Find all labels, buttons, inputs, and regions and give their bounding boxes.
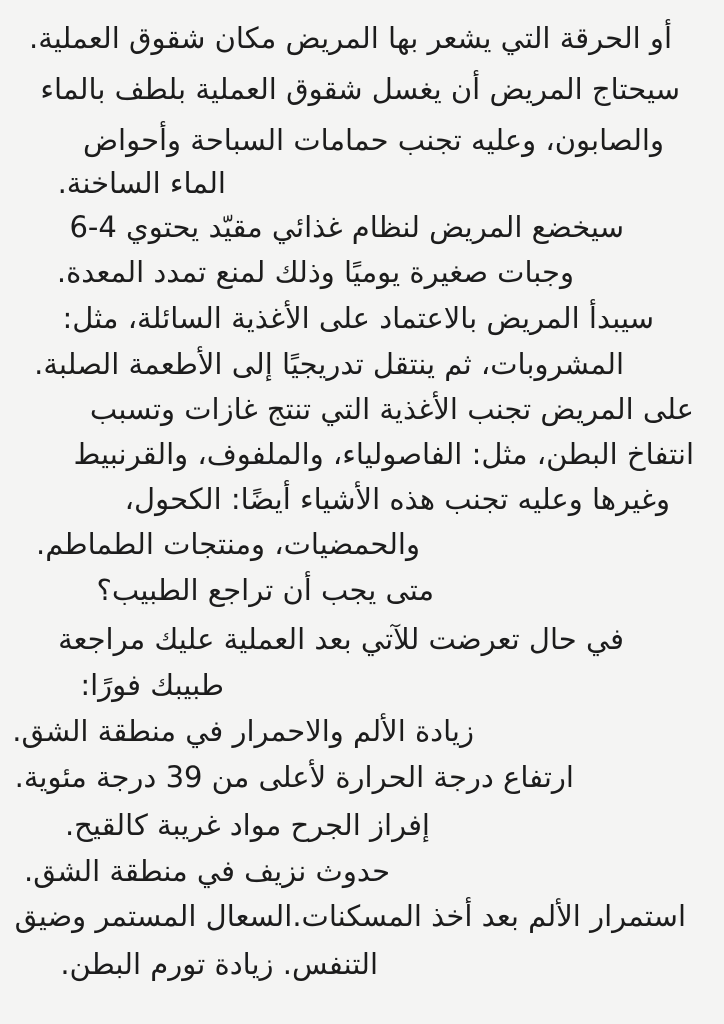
text-line-20: استمرار الألم بعد أخذ المسكنات.السعال المستمر وضيق	[14, 899, 686, 933]
text-line-10: انتفاخ البطن، مثل: الفاصولياء، والملفوف، والقرنبيط	[73, 437, 694, 471]
text-line-9: على المريض تجنب الأغذية التي تنتج غازات وتسبب	[89, 392, 694, 426]
text-line-5: سيخضع المريض لنظام غذائي مقيّد يحتوي 4-6	[69, 210, 624, 244]
text-line-4: الماء الساخنة.	[57, 166, 226, 200]
text-line-13: متى يجب أن تراجع الطبيب؟	[96, 573, 434, 607]
text-line-17: ارتفاع درجة الحرارة لأعلى من 39 درجة مئوية.	[14, 760, 574, 794]
text-line-6: وجبات صغيرة يوميًا وذلك لمنع تمدد المعدة.	[56, 255, 574, 289]
text-line-12: والحمضيات، ومنتجات الطماطم.	[36, 527, 420, 561]
text-line-7: سيبدأ المريض بالاعتماد على الأغذية السائلة، مثل:	[62, 301, 654, 335]
text-line-16: زيادة الألم والاحمرار في منطقة الشق.	[12, 714, 474, 748]
text-line-3: والصابون، وعليه تجنب حمامات السباحة وأحواض	[82, 123, 664, 157]
text-line-21: التنفس. زيادة تورم البطن.	[60, 947, 378, 981]
text-line-18: إفراز الجرح مواد غريبة كالقيح.	[64, 808, 430, 842]
text-line-11: وغيرها وعليه تجنب هذه الأشياء أيضًا: الكحول،	[124, 482, 670, 516]
text-line-8: المشروبات، ثم ينتقل تدريجيًا إلى الأطعمة الصلبة.	[34, 347, 624, 381]
text-line-1: أو الحرقة التي يشعر بها المريض مكان شقوق العملية.	[28, 21, 672, 55]
text-line-15: طبيبك فورًا:	[80, 668, 224, 702]
text-line-14: في حال تعرضت للآتي بعد العملية عليك مراجعة	[58, 622, 624, 656]
text-line-19: حدوث نزيف في منطقة الشق.	[24, 854, 390, 888]
text-line-2: سيحتاج المريض أن يغسل شقوق العملية بلطف بالماء	[40, 72, 680, 106]
